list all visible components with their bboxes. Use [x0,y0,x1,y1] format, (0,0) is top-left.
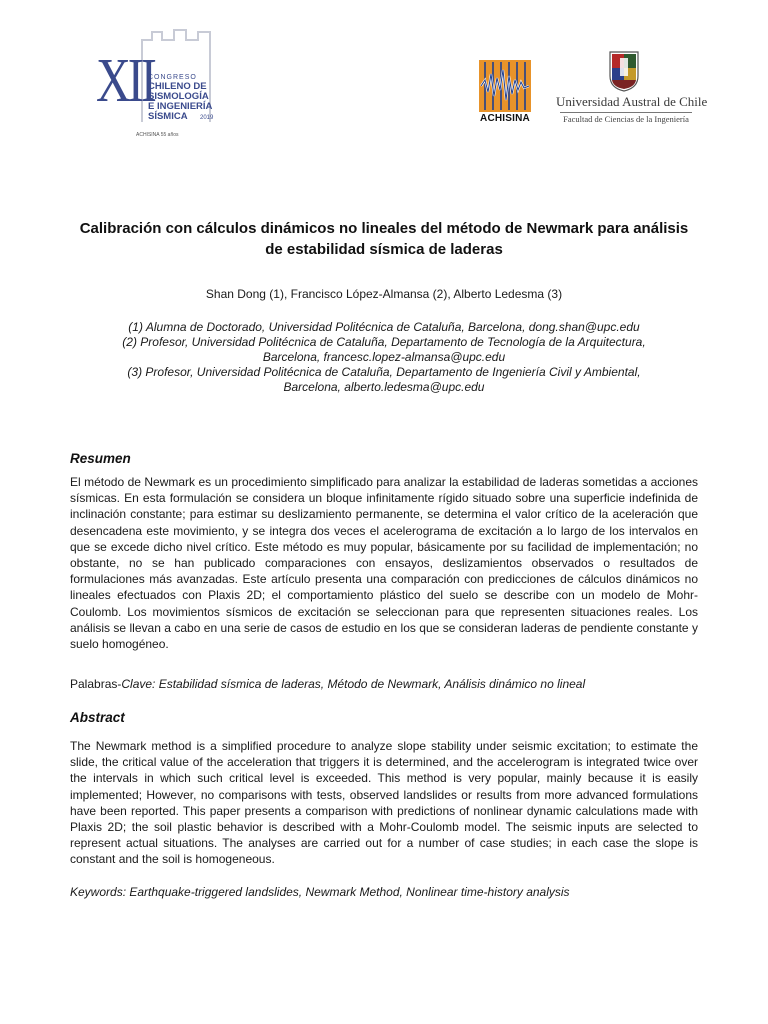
paper-title [60,218,708,260]
keywords-value: Keywords: Earthquake-triggered landslides, Newmark Method, Nonlinear time-history analysis [70,885,570,899]
title-line: de estabilidad sísmica de laderas [265,241,503,258]
university-name: Universidad Austral de Chile [556,94,708,109]
affiliation-line: (1) Alumna de Doctorado, Universidad Politécnica de Cataluña, Barcelona, dong.shan@upc.edu [128,320,640,334]
seismogram-icon [479,60,531,112]
congreso-line1: CONGRESO [148,74,197,81]
affiliations [60,320,708,395]
title-line: Calibración con cálculos dinámicos no lineales del método de Newmark para análisis [79,220,689,237]
affiliation-line: Barcelona, francesc.lopez-almansa@upc.edu [262,350,506,364]
achisina-logo [476,60,534,128]
uach-logo [556,50,708,130]
palabras-clave [70,677,698,691]
abstract-heading: Abstract [70,710,125,725]
congreso-subtitle: ACHISINA 55 años [136,132,179,138]
affiliation-line: (2) Profesor, Universidad Politécnica de Cataluña, Departamento de Tecnología de la Arquitectura, [122,335,646,349]
resumen-text: El método de Newmark es un procedimiento simplificado para analizar la estabilidad de laderas sometidas a acciones sísmicas. En esta formulación se considera un bloque infinitamente rígido situado sobre una superficie indefinida de inclinación constante; para estimar su deslizamiento permanente, se determina el valor crítico de la aceleración que desencadena este movimiento, y se integra dos veces el acelerograma de excitación a lo largo de los intervalos en que se excede dicho nivel crítico. Este método es muy popular, básicamente por su facilidad de implementación; no obstante, no se han publicado comparaciones con ensayos, deslizamientos observados o resultados de formulaciones más avanzadas. Este artículo presenta una comparación con predicciones de cálculos dinámicos no lineales efectuados con Plaxis 2D; el comportamiento plástico del suelo se describe con un modelo de Mohr-Coulomb. Los movimientos sísmicos de excitación se seleccionan para que representen situaciones reales. Los análisis se llevan a cabo en una serie de casos de estudio en los que se consideran laderas de pendiente constante y suelo homogéneo. [70,475,698,652]
keywords-line [70,885,698,899]
abstract-text: The Newmark method is a simplified procedure to analyze slope stability under seismic excitation; to estimate the slide, the critical value of the acceleration that triggers it is determined, and the accelerogram is integrated twice over the intervals in which such critical level is exceeded. This method is very popular, mainly because it is easily implemented; However, no comparisons with tests, observed landslides or results from more advanced formulations have been reported. This paper presents a comparison with predictions of nonlinear dynamic calculations made with Plaxis 2D; the soil plastic behavior is described with a Mohr-Coulomb model. The seismic inputs are selected to represent actual situations. The analyses are carried out for a number of case studies; in each case the slope is constant and the soil is homogeneous. [70,739,698,867]
university-crest-icon [608,50,640,92]
keywords-value: Clave: Estabilidad sísmica de laderas, Método de Newmark, Análisis dinámico no lineal [121,677,586,691]
resumen-heading: Resumen [70,451,131,466]
author-list: Shan Dong (1), Francisco López-Almansa (2), Alberto Ledesma (3) [205,287,563,301]
congreso-line4: E INGENIERÍA [148,101,213,112]
congreso-line3: SISMOLOGÍA [148,91,209,102]
congreso-line2: CHILENO DE [148,81,207,92]
congreso-line5: SÍSMICA [148,111,188,122]
affiliation-line: Barcelona, alberto.ledesma@upc.edu [283,380,485,394]
congreso-year: 2019 [200,115,214,121]
affiliation-line: (3) Profesor, Universidad Politécnica de Cataluña, Departamento de Ingeniería Civil y Ambiental, [127,365,641,379]
keywords-label: Palabras- [70,677,122,691]
achisina-label: ACHISINA [480,113,530,124]
faculty-name: Facultad de Ciencias de la Ingeniería [563,114,689,124]
congreso-logo [96,28,214,146]
logo-divider [560,112,692,113]
congreso-roman-numeral: XII [96,47,154,115]
